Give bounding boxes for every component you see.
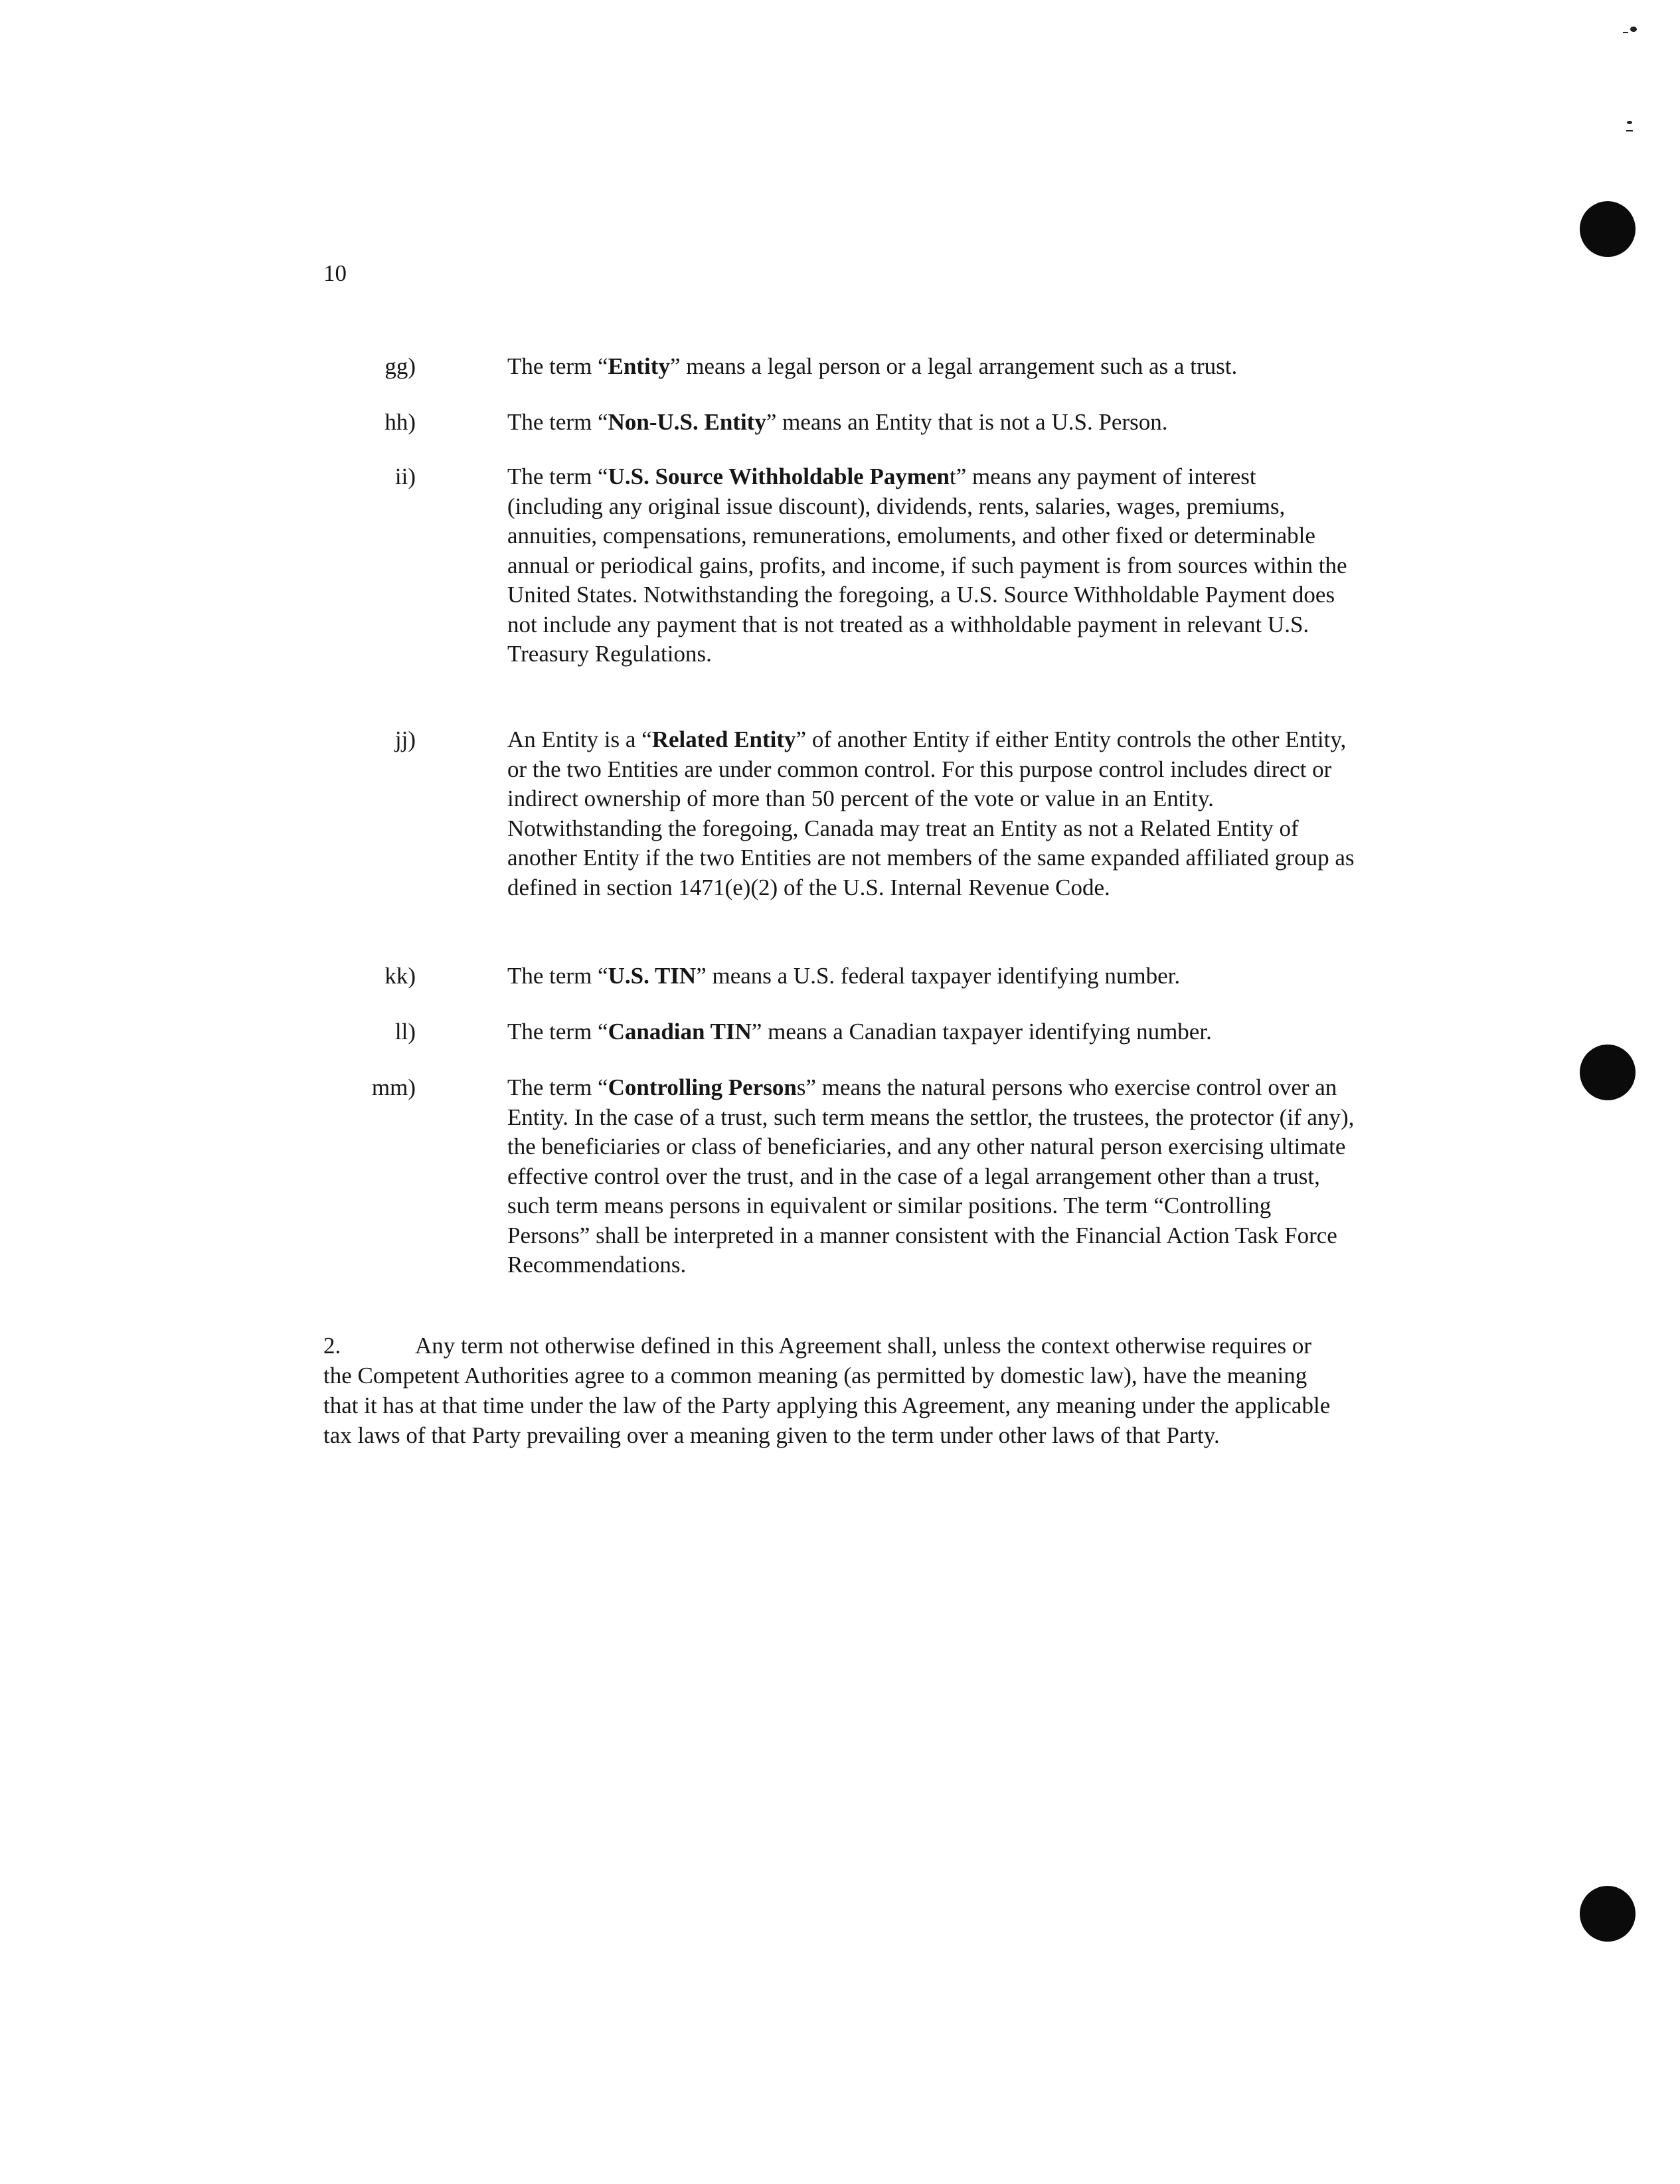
defined-term: Controlling Person [608,1074,797,1100]
definition-text: The term “Controlling Persons” means the natural persons who exercise control over an Entity. In the case of a trust, such term means the settlor, the trustees, the protector (if any), the beneficiaries or class of beneficiaries, and any other natural person exercising ultimate effective control over the trust, and in the case of a legal arrangement other than a trust, such term means persons in equivalent or similar positions. The term “Controlling Persons” shall be interpreted in a manner consistent with the Financial Action Task Force Recommendations. [507,1074,1355,1278]
definition-label: ii) [394,463,416,489]
scan-speck [1627,121,1632,124]
definition-text: An Entity is a “Related Entity” of another Entity if either Entity controls the other Entity, or the two Entities are under common control. For this purpose control includes direct or indirect ownership of more than 50 percent of the vote or value in an Entity. Notwithstanding the foregoing, Canada may treat an Entity as not a Related Entity of another Entity if the two Entities are not members of the same expanded affiliated group as defined in section 1471(e)(2) of the U.S. Internal Revenue Code. [507,726,1355,900]
scan-speck [1626,130,1633,131]
defined-term: Canadian TIN [608,1019,752,1045]
paragraph-text: Any term not otherwise defined in this Agreement shall, unless the context otherwise requires or the Competent Authorities agree to a common meaning (as permitted by domestic law), have the meaning that it has at that time under the law of the Party applying this Agreement, any meaning under the applicable tax laws of that Party prevailing over a meaning given to the term under other laws of that Party. [323,1333,1331,1448]
definition-text: The term “U.S. Source Withholdable Payment” means any payment of interest (including any original issue discount), dividends, rents, salaries, wages, premiums, annuities, compensations, remunerations, emoluments, and other fixed or determinable annual or periodical gains, profits, and income, if such payment is from sources within the United States. Notwithstanding the foregoing, a U.S. Source Withholdable Payment does not include any payment that is not treated as a withholdable payment in relevant U.S. Treasury Regulations. [507,463,1347,667]
definition-text: The term “Entity” means a legal person or a legal arrangement such as a trust. [507,353,1238,379]
punch-hole-bottom [1580,1886,1636,1942]
definition-text: The term “Canadian TIN” means a Canadian taxpayer identifying number. [507,1019,1212,1045]
definition-label: gg) [384,353,416,379]
page-number: 10 [323,260,347,286]
scan-speck [1623,32,1628,33]
paragraph-number: 2. [323,1333,341,1359]
defined-term: Entity [608,353,670,379]
definition-text: The term “U.S. TIN” means a U.S. federal taxpayer identifying number. [507,963,1181,989]
definition-label: ll) [394,1019,416,1045]
defined-term: U.S. Source Withholdable Paymen [608,463,950,489]
definition-label: jj) [394,726,416,752]
defined-term: U.S. TIN [608,963,697,989]
punch-hole-middle [1580,1045,1636,1100]
definition-label: hh) [384,409,416,435]
defined-term: Related Entity [651,726,796,752]
punch-hole-top [1580,201,1636,257]
definition-label: kk) [384,963,416,989]
defined-term: Non-U.S. Entity [608,409,766,435]
definition-text: The term “Non-U.S. Entity” means an Entity that is not a U.S. Person. [507,409,1168,435]
paragraph-2 [323,1331,1339,1450]
definition-label: mm) [371,1074,416,1100]
scan-speck [1630,27,1637,32]
